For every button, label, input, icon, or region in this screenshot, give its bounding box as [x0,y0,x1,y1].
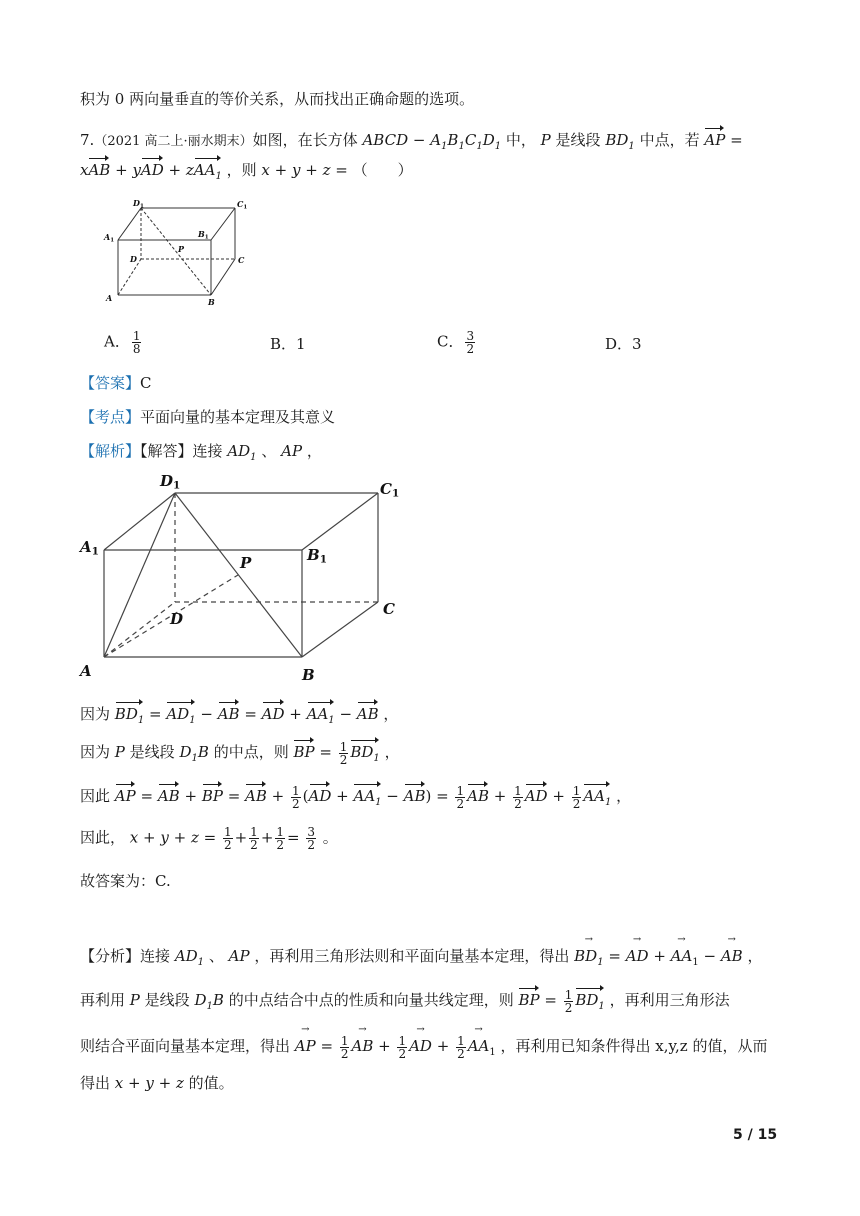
label-b1: B1 [307,546,327,566]
option-d: D．3 [605,335,642,353]
question-number: 7. [80,131,95,149]
label-c: C [238,255,245,265]
answer-paren: （ ） [352,161,413,179]
analysis-line-4: 得出 x + y + z 的值。 [80,1074,234,1092]
point-label: P [540,131,551,149]
analysis-line-2: 再利用 P 是线段 $D_1B$ 的中点结合中点的性质和向量共线定理，则 BP = $\frac{1}{2}$ $BD_1$ ，再利用三角形法 [80,987,730,1015]
jiexi-line: 【解析】【解答】连接 $AD_1$ 、 AP ， [80,442,322,463]
vector-ap: AP [704,126,725,149]
label-d1: D1 [160,472,181,492]
answer-tag: 【答案】 [80,374,141,392]
stem-text: 中点，若 [639,131,700,149]
step-1: 因为 $BD_1 = AD_1$ − AB = AD + $AA_1$ − AB ， [80,700,398,726]
label-a1: A1 [80,538,99,558]
option-c: C． $\frac{3}{2}$ [437,329,475,356]
label-p: P [178,244,185,254]
label-d: D [130,254,137,264]
segment-label: $BD_1$ [605,131,635,152]
label-d: D [170,610,184,628]
label-a: A [106,293,113,303]
label-b: B [302,666,315,684]
step-2: 因为 P 是线段 $D_1B$ 的中点，则 BP = $\frac{1}{2}$ $BD_1$ ， [80,739,400,767]
question-stem: 如图，在长方体 [252,131,358,149]
kaodian-line [80,406,335,427]
step-3: 因此 AP = AB + BP = AB + $\frac{1}{2}$ $(AD + AA_1 - AB)$ = $\frac{1}{2}$ AB + $\frac{1}{2}$ AD + $\frac{1}{2}$ $AA_1$ ， [80,783,632,811]
question-line-2: xAB + yAD + zAA$_1$ ，则 x + y + z = （ ） [80,156,413,182]
answer-line [80,372,152,393]
question-line-1: 7.（2021 高二上·丽水期末）如图，在长方体 ABCD − $A_1B_1C_1D_1$ 中， P 是线段 $BD_1$ 中点，若 AP = [80,126,743,152]
solid-name: ABCD − $A_1B_1C_1D_1$ [362,131,502,152]
label-c1: C1 [237,199,248,211]
label-p: P [240,554,252,572]
page-number: 5 / 15 [733,1127,778,1143]
analysis-tag: 【分析】 [80,947,141,965]
label-c: C [383,600,395,618]
jiexi-tag: 【解析】 [80,442,141,460]
answer-value: C [140,374,152,392]
analysis-line-3: 则结合平面向量基本定理，得出 → AP = $\frac{1}{2}$ → AB + $\frac{1}{2}$ → AD + $\frac{1}{2}$ → $AA_1$ ，再利用已知条件得出 x,y,z 的值，从而 [80,1030,767,1060]
question-source: （2021 高二上·丽水期末） [94,134,253,149]
stem-text: 中， [505,131,536,149]
analysis-line-1: 【分析】连接 $AD_1$ 、 AP ，再利用三角形法则和平面向量基本定理，得出 → $BD_1$ = → AD + → $AA_1$ − → AB ， [80,940,762,968]
label-c1: C1 [380,480,400,500]
stem-text: ，则 [226,161,257,179]
figure-large [78,468,418,688]
option-a: A． $\frac{1}{8}$ [104,329,141,356]
stem-text: 是线段 [555,131,601,149]
label-a: A [80,662,92,680]
label-b: B [208,297,215,307]
label-d1: D1 [133,198,144,210]
kaodian-text: 平面向量的基本定理及其意义 [140,408,336,426]
label-a1: A1 [104,232,115,244]
figure-small [100,195,260,310]
conclusion: 故答案为：C. [80,872,171,890]
intro-line: 积为 0 两向量垂直的等价关系，从而找出正确命题的选项。 [80,90,475,108]
step-4: 因此， x + y + z = $\frac{1}{2}$ + $\frac{1}{2}$ + $\frac{1}{2}$ = $\frac{3}{2}$ 。 [80,825,338,852]
kaodian-tag: 【考点】 [80,408,141,426]
option-b: B．1 [270,335,306,353]
label-b1: B1 [198,229,209,241]
